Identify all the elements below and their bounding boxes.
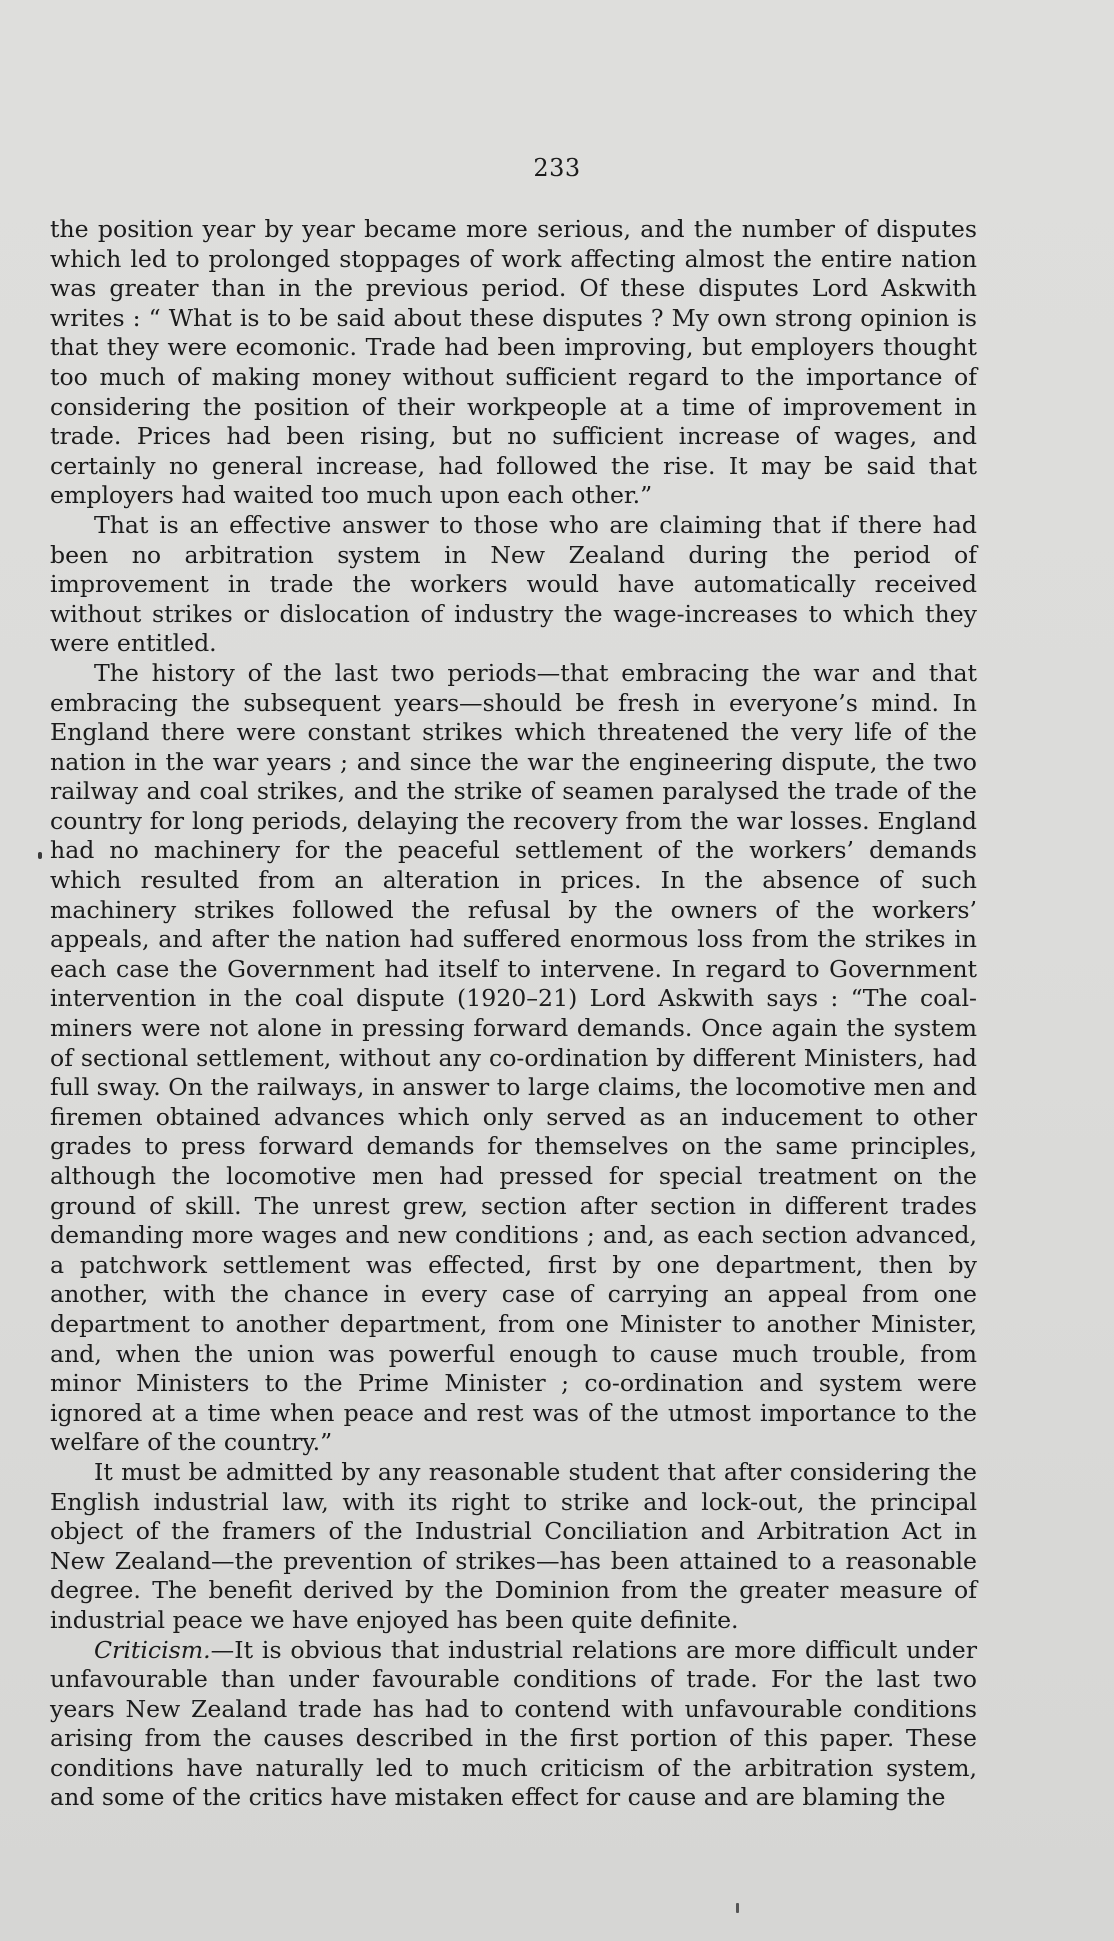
paragraph-1 xyxy=(50,215,977,511)
paragraph-3-text: The history of the last two periods—that embracing the war and that embracing the subsequent years—should be fresh in everyone’s mind. In England there were constant strikes which threatened the very life of the nation in the war years ; and since the war the engineering dispute, the two railway and coal strikes, and the strike of seamen paralysed the trade of the country for long periods, delaying the recovery from the war losses. England had no machinery for the peaceful settlement of the workers’ demands which resulted from an alteration in prices. In the absence of such machinery strikes followed the refusal by the owners of the workers’ appeals, and after the nation had suffered enormous loss from the strikes in each case the Government had itself to intervene. In regard to Government intervention in the coal dispute (1920–21) Lord Askwith says : “The coal-miners were not alone in pressing forward demands. Once again the system of sectional settlement, without any co-ordination by different Ministers, had full sway. On the railways, in answer to large claims, the locomotive men and firemen obtained advances which only served as an inducement to other grades to press forward demands for themselves on the same principles, although the locomotive men had pressed for special treatment on the ground of skill. The unrest grew, section after section in different trades demanding more wages and new conditions ; and, as each section advanced, a patchwork settlement was effected, first by one department, then by another, with the chance in every case of carrying an appeal from one department to another department, from one Minister to another Minister, and, when the union was powerful enough to cause much trouble, from minor Ministers to the Prime Minister ; co-ordination and system were ignored at a time when peace and rest was of the utmost importance to the welfare of the country.” xyxy=(50,658,977,1457)
paragraph-4 xyxy=(50,1458,977,1636)
paragraph-2-text: That is an effective answer to those who are claiming that if there had been no arbitration system in New Zealand during the period of improvement in trade the workers would have automatically received without strikes or dislocation of industry the wage-increases to which they were entitled. xyxy=(50,510,977,658)
page-number: 233 xyxy=(533,154,581,182)
paragraph-3 xyxy=(50,659,977,1458)
paragraph-2 xyxy=(50,511,977,659)
paragraph-4-text: It must be admitted by any reasonable student that after considering the English industrial law, with its right to strike and lock-out, the principal object of the framers of the Industrial Conciliation and Arbitration Act in New Zealand—the prevention of strikes—has been attained to a reasonable degree. The benefit derived by the Dominion from the greater measure of industrial peace we have enjoyed has been quite definite. xyxy=(50,1457,977,1634)
margin-mark xyxy=(38,852,42,859)
paragraph-5 xyxy=(50,1636,977,1814)
paragraph-1-text: the position year by year became more serious, and the number of disputes which led to prolonged stoppages of work affecting almost the entire nation was greater than in the previous period. Of these disputes Lord Askwith writes : “ What is to be said about these disputes ? My own strong opinion is that they were ecomonic. Trade had been improving, but employers thought too much of making money without sufficient regard to the importance of considering the position of their workpeople at a time of improvement in trade. Prices had been rising, but no sufficient increase of wages, and certainly no general increase, had followed the rise. It may be said that employers had waited too much upon each other.” xyxy=(50,215,977,510)
section-heading-criticism: Criticism. xyxy=(94,1635,211,1664)
body-text xyxy=(50,215,977,1813)
paragraph-5-text: —It is obvious that industrial relations are more difficult under unfavourable than under favourable conditions of trade. For the last two years New Zealand trade has had to contend with unfavourable conditions arising from the causes described in the first portion of this paper. These conditions have naturally led to much criticism of the arbitration system, and some of the critics have mistaken effect for cause and are blaming the xyxy=(50,1635,977,1812)
bottom-mark xyxy=(736,1903,739,1913)
